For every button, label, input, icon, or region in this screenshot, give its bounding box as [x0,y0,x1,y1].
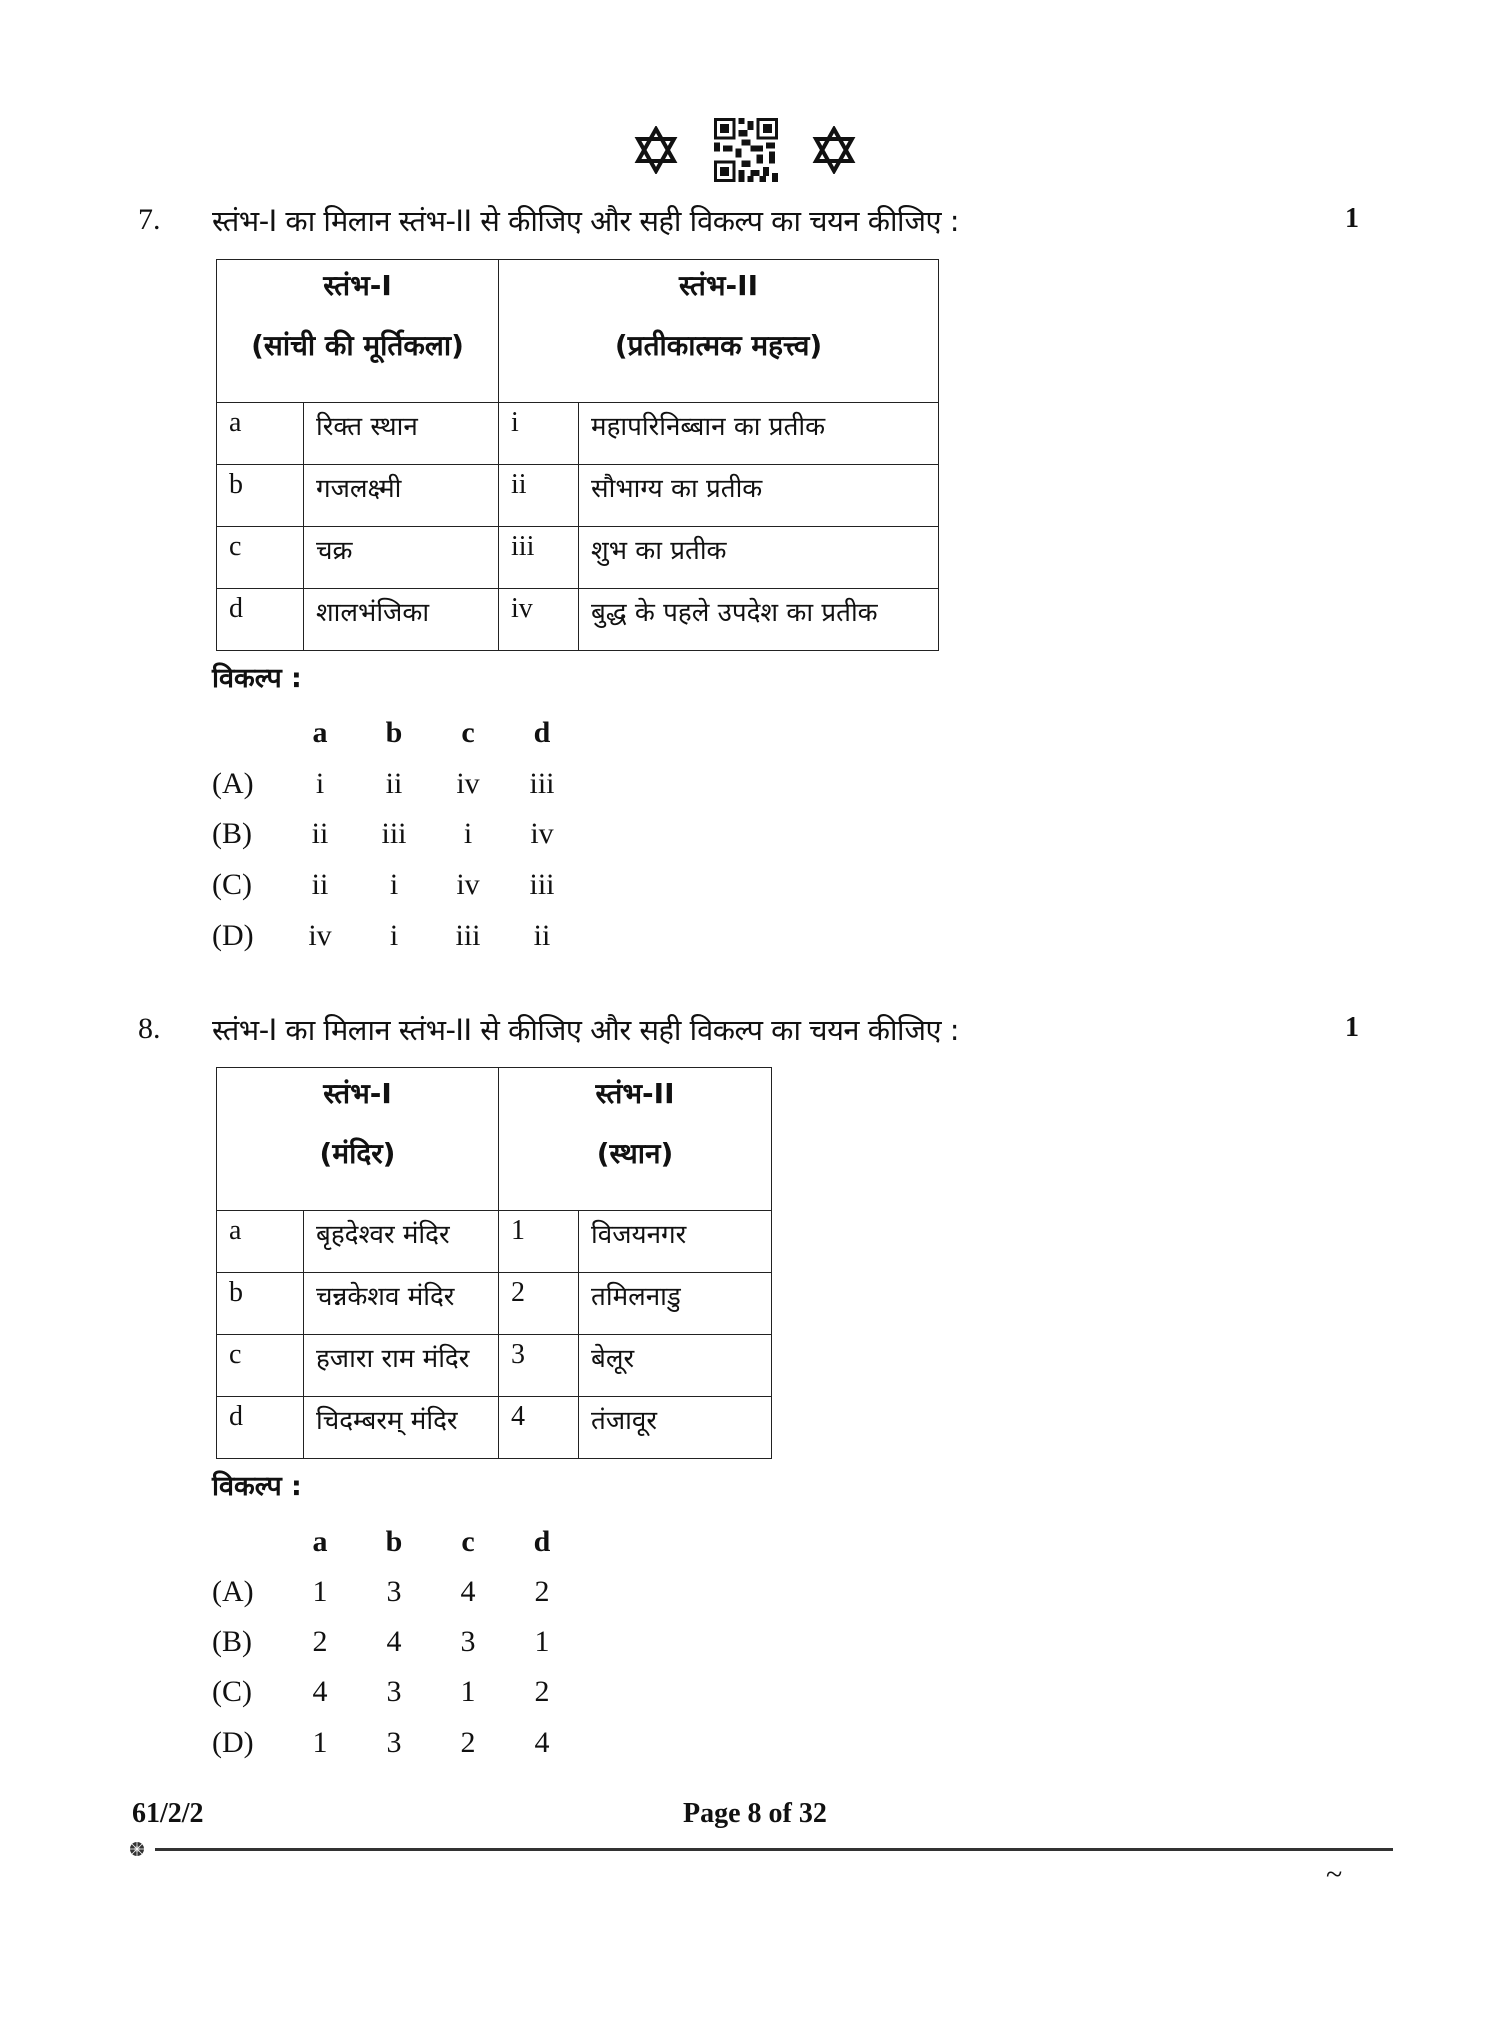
page-header-icons [0,118,1505,188]
question-prompt: स्तंभ-I का मिलान स्तंभ-II से कीजिए और सही विकल्प का चयन कीजिए : [212,1013,960,1047]
option-label: (B) [212,1625,252,1658]
column-2-title: स्तंभ-II [679,269,759,302]
column-1-value: गजलक्ष्मी [304,465,499,527]
question-marks: 1 [1345,1012,1359,1043]
match-table [216,259,939,651]
corner-mark: ~ [1326,1858,1343,1891]
column-1-title: स्तंभ-I [323,1077,392,1110]
option-value: 3 [460,1625,476,1658]
option-value: i [463,817,473,850]
qr-code-icon [714,118,778,182]
column-1-subtitle: (सांची की मूर्तिकला) [251,329,464,362]
options-header-row [212,716,612,756]
table-row [217,403,939,465]
option-value: 4 [312,1675,328,1708]
table-row [217,1211,772,1273]
row-label: a [217,1211,304,1273]
option-value: iv [308,919,332,952]
column-1-subtitle: (मंदिर) [319,1137,396,1170]
option-column-header: a [312,716,328,749]
column-2-header [499,1068,772,1211]
option-value: 4 [534,1726,550,1759]
option-d[interactable] [212,1726,612,1766]
option-value: 1 [534,1625,550,1658]
option-value: iv [456,767,480,800]
option-value: 3 [386,1726,402,1759]
column-1-value: हजारा राम मंदिर [304,1335,499,1397]
options-label: विकल्प : [212,1471,302,1502]
table-row [217,1273,772,1335]
row-label: i [499,403,579,465]
question-number: 7. [138,203,161,236]
option-c[interactable] [212,1675,612,1715]
column-1-title: स्तंभ-I [323,269,392,302]
row-label: iii [499,527,579,589]
table-row [217,589,939,651]
option-value: 4 [460,1575,476,1608]
row-label: d [217,589,304,651]
paper-code: 61/2/2 [132,1798,204,1829]
option-column-header: c [461,1525,475,1558]
row-label: 4 [499,1397,579,1459]
option-value: i [389,868,399,901]
option-label: (D) [212,1726,254,1759]
option-value: iii [381,817,407,850]
option-value: iii [455,919,481,952]
option-value: ii [311,868,329,901]
column-2-value: महापरिनिब्बान का प्रतीक [579,403,939,465]
option-value: ii [311,817,329,850]
row-label: iv [499,589,579,651]
option-a[interactable] [212,767,612,807]
table-row [217,527,939,589]
option-value: ii [385,767,403,800]
option-value: 2 [460,1726,476,1759]
row-label: d [217,1397,304,1459]
column-2-value: तंजावूर [579,1397,772,1459]
flower-ornament-icon [128,1840,146,1858]
option-label: (C) [212,868,252,901]
column-2-value: विजयनगर [579,1211,772,1273]
option-value: 2 [312,1625,328,1658]
row-label: b [217,465,304,527]
question-number: 8. [138,1012,161,1045]
column-2-subtitle: (प्रतीकात्मक महत्त्व) [614,329,823,362]
option-value: 3 [386,1575,402,1608]
footer-divider [155,1848,1393,1851]
option-value: 1 [312,1726,328,1759]
option-column-header: b [385,716,403,749]
option-value: iv [530,817,554,850]
star-of-david-icon [812,126,856,174]
question-prompt: स्तंभ-I का मिलान स्तंभ-II से कीजिए और सही विकल्प का चयन कीजिए : [212,204,960,238]
column-2-value: बुद्ध के पहले उपदेश का प्रतीक [579,589,939,651]
column-1-value: शालभंजिका [304,589,499,651]
option-value: 1 [460,1675,476,1708]
option-column-header: a [312,1525,328,1558]
option-b[interactable] [212,1625,612,1665]
option-label: (C) [212,1675,252,1708]
option-column-header: b [385,1525,403,1558]
page-number: Page 8 of 32 [683,1798,827,1829]
options-header-row [212,1525,612,1565]
column-1-value: चक्र [304,527,499,589]
column-2-title: स्तंभ-II [595,1077,675,1110]
table-row [217,465,939,527]
option-label: (B) [212,817,252,850]
match-table [216,1067,772,1459]
question-marks: 1 [1345,203,1359,234]
column-1-value: बृहदेश्वर मंदिर [304,1211,499,1273]
row-label: 1 [499,1211,579,1273]
column-1-value: चिदम्बरम् मंदिर [304,1397,499,1459]
star-of-david-icon [634,126,678,174]
option-value: i [315,767,325,800]
option-value: iv [456,868,480,901]
column-1-value: चन्नकेशव मंदिर [304,1273,499,1335]
column-1-value: रिक्त स्थान [304,403,499,465]
option-value: ii [533,919,551,952]
option-a[interactable] [212,1575,612,1615]
row-label: b [217,1273,304,1335]
option-value: 4 [386,1625,402,1658]
column-1-header [217,260,499,403]
table-row [217,1397,772,1459]
column-1-header [217,1068,499,1211]
option-value: 1 [312,1575,328,1608]
option-c[interactable] [212,868,612,908]
option-value: 2 [534,1575,550,1608]
row-label: c [217,1335,304,1397]
options-label: विकल्प : [212,663,302,694]
option-value: iii [529,868,555,901]
option-label: (A) [212,767,254,800]
option-d[interactable] [212,919,612,959]
column-2-subtitle: (स्थान) [596,1137,674,1170]
row-label: 3 [499,1335,579,1397]
column-2-value: शुभ का प्रतीक [579,527,939,589]
option-column-header: c [461,716,475,749]
option-value: 3 [386,1675,402,1708]
column-2-value: तमिलनाडु [579,1273,772,1335]
option-column-header: d [533,716,551,749]
row-label: ii [499,465,579,527]
column-2-value: सौभाग्य का प्रतीक [579,465,939,527]
table-row [217,1335,772,1397]
option-label: (A) [212,1575,254,1608]
option-b[interactable] [212,817,612,857]
row-label: 2 [499,1273,579,1335]
column-2-header [499,260,939,403]
option-value: iii [529,767,555,800]
option-value: i [389,919,399,952]
row-label: a [217,403,304,465]
row-label: c [217,527,304,589]
column-2-value: बेलूर [579,1335,772,1397]
option-column-header: d [533,1525,551,1558]
option-label: (D) [212,919,254,952]
option-value: 2 [534,1675,550,1708]
